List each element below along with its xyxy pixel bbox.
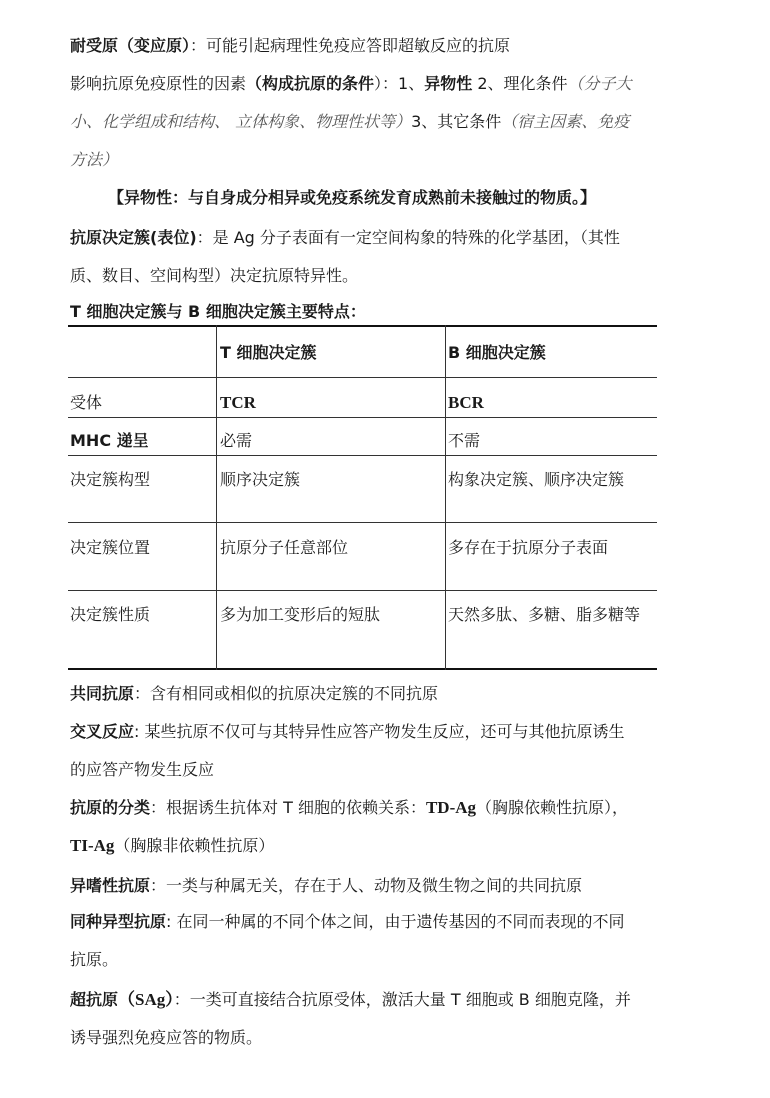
paragraph-epitope [70, 226, 620, 250]
table-cell: 顺序决定簇 [220, 470, 301, 489]
text-cross-reaction: : 某些抗原不仅可与其特异性应答产物发生反应，还可与其他抗原诱生 [134, 722, 625, 741]
text-alloantigen: : 在同一种属的不同个体之间，由于遗传基因的不同而表现的不同 [166, 912, 625, 931]
table-row-label: 受体 [70, 393, 103, 412]
text-alloantigen-cont: 抗原。 [70, 950, 119, 969]
table-cell: 必需 [220, 431, 253, 450]
paragraph-superantigen [70, 988, 631, 1012]
paragraph-cross-reaction [70, 720, 625, 744]
text-ti-note: （胸腺非依赖性抗原） [114, 836, 275, 855]
epitope-comparison-table [68, 325, 657, 670]
table-cell: 多为加工变形后的短肽 [220, 605, 381, 624]
table-cell: 不需 [448, 431, 481, 450]
note-other-end: 方法） [70, 150, 119, 169]
table-rule [68, 590, 657, 591]
paragraph-antigen-classification [70, 796, 628, 820]
table-header-t-cell: T 细胞决定簇 [220, 343, 317, 362]
table-rule-top [68, 325, 657, 327]
term-antigen-classification: 抗原的分类 [70, 798, 151, 817]
paragraph-superantigen-cont [70, 1026, 262, 1050]
term-ti-ag: TI-Ag [70, 836, 115, 855]
text-factors: 影响抗原免疫原性的因素 [70, 74, 247, 93]
note-other-start: （宿主因素、免疫 [501, 112, 630, 131]
table-rule [68, 455, 657, 456]
table-rule [68, 417, 657, 418]
text-cross-reaction-cont: 的应答产物发生反应 [70, 760, 215, 779]
text-heterophilic-antigen: ：一类与种属无关，存在于人、动物及微生物之间的共同抗原 [150, 876, 583, 895]
table-caption [70, 300, 366, 324]
term-heterophilic-antigen: 异嗜性抗原 [70, 876, 151, 895]
paragraph-antigen-classification-cont [70, 834, 274, 858]
table-cell: 构象决定簇、顺序决定簇 [448, 470, 625, 489]
table-rule [68, 522, 657, 523]
table-column-divider [216, 325, 217, 670]
term-td-ag: TD-Ag [425, 798, 477, 817]
text-sep: ）：1、 [374, 74, 425, 93]
paragraph-alloantigen [70, 910, 625, 934]
text-table-caption: T 细胞决定簇与 B 细胞决定簇主要特点： [70, 302, 366, 321]
text-epitope: ：是 Ag 分子表面有一定空间构象的特殊的化学基团，（其性 [196, 228, 620, 247]
table-cell: TCR [220, 393, 256, 412]
term-common-antigen: 共同抗原 [70, 684, 135, 703]
paragraph-immunogenicity-factors-end [70, 148, 118, 172]
paragraph-tolerogen [70, 34, 510, 58]
text-classification: ：根据诱生抗体对 T 细胞的依赖关系： [150, 798, 426, 817]
paragraph-immunogenicity-factors [70, 72, 632, 96]
table-header-b-cell: B 细胞决定簇 [448, 343, 546, 362]
paragraph-common-antigen [70, 682, 438, 706]
text-epitope-cont: 质、数目、空间构型）决定抗原特异性。 [70, 266, 359, 285]
paragraph-epitope-cont [70, 264, 358, 288]
paragraph-heterophilic-antigen [70, 874, 582, 898]
paragraph-alloantigen-cont [70, 948, 118, 972]
text-other: 3、其它条件 [411, 112, 502, 131]
term-conditions: （构成抗原的条件 [246, 74, 375, 93]
table-row-label: 决定簇构型 [70, 470, 151, 489]
text-physchem: 2、理化条件 [472, 74, 568, 93]
paragraph-immunogenicity-factors-cont [70, 110, 629, 134]
note-physchem-start: （分子大 [567, 74, 632, 93]
table-row-label: MHC 递呈 [70, 431, 149, 450]
table-cell: 天然多肽、多糖、脂多糖等 [448, 605, 641, 624]
table-cell: BCR [448, 393, 484, 412]
text-foreignness-definition: 【异物性：与自身成分相异或免疫系统发育成熟前未接触过的物质。】 [108, 188, 597, 207]
table-cell: 多存在于抗原分子表面 [448, 538, 609, 557]
term-superantigen: 超抗原 [70, 990, 119, 1009]
term-alloantigen: 同种异型抗原 [70, 912, 167, 931]
table-rule-bottom [68, 668, 657, 670]
note-physchem: 小、化学组成和结构、 立体构象、物理性状等） [70, 112, 412, 131]
text-common-antigen: ：含有相同或相似的抗原决定簇的不同抗原 [134, 684, 439, 703]
text-tolerogen: ：可能引起病理性免疫应答即超敏反应的抗原 [190, 36, 511, 55]
text-superantigen: ：一类可直接结合抗原受体，激活大量 T 细胞或 B 细胞克隆，并 [173, 990, 631, 1009]
table-row-label: 决定簇性质 [70, 605, 151, 624]
paragraph-foreignness-definition [108, 186, 596, 210]
term-cross-reaction: 交叉反应 [70, 722, 135, 741]
text-superantigen-cont: 诱导强烈免疫应答的物质。 [70, 1028, 263, 1047]
term-sag: （SAg） [118, 990, 174, 1009]
table-row-label: 决定簇位置 [70, 538, 151, 557]
table-column-divider [445, 325, 446, 670]
paragraph-cross-reaction-cont [70, 758, 214, 782]
table-rule [68, 377, 657, 378]
term-epitope: 抗原决定簇(表位) [70, 228, 197, 247]
term-tolerogen: 耐受原（变应原） [70, 36, 191, 55]
table-cell: 抗原分子任意部位 [220, 538, 349, 557]
term-foreignness: 异物性 [424, 74, 473, 93]
text-td-note: （胸腺依赖性抗原）， [476, 798, 629, 817]
